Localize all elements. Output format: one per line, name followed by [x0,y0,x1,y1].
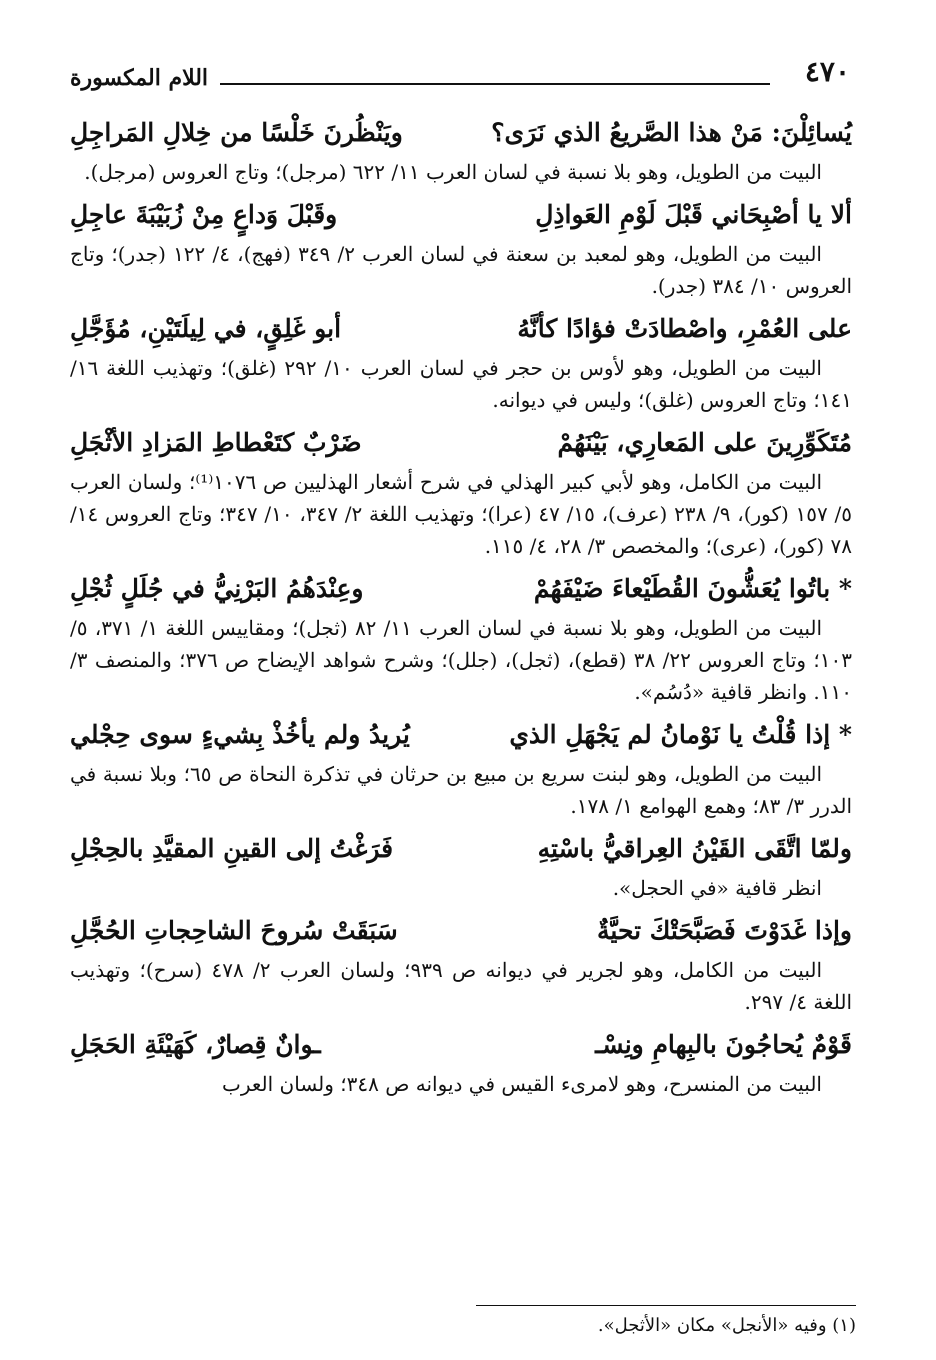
verse [70,192,852,238]
verse-note: البيت من الطويل، وهو بلا نسبة في لسان العرب ١١/ ٦٢٢ (مرجل)؛ وتاج العروس (مرجل). [84,160,822,184]
verse-second-hemistich: وعِنْدَهُمُ البَرْنِيُّ في جُلَلٍ ثُجْلِ [70,574,364,603]
verse [70,908,852,954]
verse-second-hemistich: ـوانٌ قِصارٌ، كَهَيْئَةِ الحَجَلِ [70,1030,321,1059]
verse [70,566,852,612]
entry [70,712,852,822]
chapter-title: اللام المكسورة [70,65,209,91]
verse-note: البيت من الطويل، وهو لبنت سريع بن مبيع بن حرثان في تذكرة النحاة ص ٦٥؛ وبلا نسبة في الدرر ٣/ ٨٣؛ وهمع الهوامع ١/ ١٧٨. [70,762,852,818]
running-header [70,55,850,95]
verse-first-hemistich: ألا يا أصْبِحَاني قَبْلَ لَوْمِ العَواذِلِ [535,200,852,229]
verse-second-hemistich: ويَنْظُرنَ خَلْسًا من خِلالِ المَراجِلِ [70,118,403,147]
footnote: (١) وفيه «الأنجل» مكان «الأثجل». [597,1315,856,1336]
verse-note: البيت من الكامل، وهو لأبي كبير الهذلي في شرح أشعار الهذليين ص ١٠٧٦⁽¹⁾؛ ولسان العرب ٥/ ١٥٧ (كور)، ٩/ ٢٣٨ (عرف)، ١٥/ ٤٧ (عرا)؛ وتهذيب اللغة ٢/ ٣٤٧، ١٠/ ٣٤٧؛ وتاج العروس ١٤/ ٧٨ (كور)، (عرى)؛ والمخصص ٣/ ٢٨، ٤/ ١١٥. [70,470,852,558]
verse [70,1022,852,1068]
verse-first-hemistich: قَوْمٌ يُحاجُونَ بالبِهامِ ونِسْـ [595,1030,852,1059]
verse-note: البيت من المنسرح، وهو لامرىء القيس في ديوانه ص ٣٤٨؛ ولسان العرب [222,1072,822,1096]
entry [70,110,852,188]
verse-first-hemistich: * باتُوا يُعَشُّونَ القُطَيْعاءَ ضَيْفَهُمْ [533,574,852,603]
verse-second-hemistich: فَرَغْتُ إلى القينِ المقيَّدِ بالحِجْلِ [70,834,394,863]
verse [70,712,852,758]
verse [70,420,852,466]
verse-note: البيت من الطويل، وهو لمعبد بن سعنة في لسان العرب ٢/ ٣٤٩ (فهج)، ٤/ ١٢٢ (جدر)؛ وتاج العروس ١٠/ ٣٨٤ (جدر). [70,242,852,298]
verse-note: البيت من الطويل، وهو بلا نسبة في لسان العرب ١١/ ٨٢ (ثجل)؛ ومقاييس اللغة ١/ ٣٧١، ٥/ ١٠٣؛ وتاج العروس ٢٢/ ٣٨ (قطع)، (ثجل)، (جلل)؛ وشرح شواهد الإيضاح ص ٣٧٦؛ والمنصف ٣/ ١١٠. وانظر قافية «دُسُم». [70,616,852,704]
verse-note: انظر قافية «في الحجل». [612,876,822,900]
entry [70,306,852,416]
verse [70,306,852,352]
header-rule [220,83,770,85]
verse-note: البيت من الطويل، وهو لأوس بن حجر في لسان العرب ١٠/ ٢٩٢ (غلق)؛ وتهذيب اللغة ١٦/ ١٤١؛ وتاج العروس (غلق)؛ وليس في ديوانه. [70,356,852,412]
verse-second-hemistich: وقَبْلَ وَداعٍ مِنْ زُبَيْبَةَ عاجِلِ [70,200,338,229]
verse-note: البيت من الكامل، وهو لجرير في ديوانه ص ٩٣٩؛ ولسان العرب ٢/ ٤٧٨ (سرح)؛ وتهذيب اللغة ٤/ ٢٩٧. [70,958,852,1014]
verse-second-hemistich: سَبَقَتْ سُروحَ الشاحِجاتِ الحُجَّلِ [70,916,398,945]
entry [70,566,852,708]
entry [70,192,852,302]
verse-first-hemistich: مُتَكَوِّرِينَ على المَعارِي، بَيْنَهُمْ [557,428,852,457]
verse-first-hemistich: يُسائِلْنَ: مَنْ هذا الصَّريعُ الذي نَرَى؟ [491,118,852,147]
main-text [70,110,852,1104]
entry [70,420,852,562]
footnote-rule [476,1305,856,1306]
verse [70,110,852,156]
entry [70,908,852,1018]
verse-first-hemistich: وإذا غَدَوْتَ فَصَبَّحَتْكَ تحيَّةٌ [597,916,852,945]
verse [70,826,852,872]
verse-second-hemistich: أبو غَلِقٍ، في لِيلَتَيْنِ، مُؤَجَّلِ [70,314,342,343]
page-number: ٤٧٠ [804,55,850,88]
verse-first-hemistich: * إذا قُلْتُ يا نَوْمانُ لم يَجْهَلِ الذي [509,720,852,749]
entry [70,826,852,904]
verse-first-hemistich: ولمّا اتَّقَى القَيْنُ العِراقيُّ باسْتِهِ [537,834,852,863]
verse-first-hemistich: على العُمْرِ، واصْطادَتْ فؤادًا كأنَّهُ [517,314,852,343]
verse-second-hemistich: يُريدُ ولم يأخُذْ بِشيءٍ سوى حِجْلي [70,720,410,749]
entry [70,1022,852,1100]
verse-second-hemistich: ضَرْبٌ كتَعْطاطِ المَزادِ الأثْجَلِ [70,428,362,457]
